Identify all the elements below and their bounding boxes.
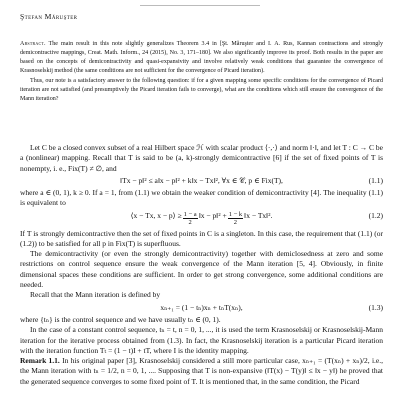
equation-1-2-number: (1.2) xyxy=(368,210,383,220)
remark-label: Remark 1.1. xyxy=(20,356,60,366)
paragraph-krasnoselskij: In the case of a constant control sequence, tₙ = t, n = 0, 1, ..., it is used the term Krasnoselskij or Krasnoselskij-Mann iteration for the iterative process obtained from (1.3). In fact, the Krasnoselskij iteration is a particular Picard iteration with the iteration function Tₜ = (1 − t)I + tT, where I is the identity mapping. xyxy=(20,325,383,355)
top-rule xyxy=(20,0,383,4)
equation-1-3-formula: xₙ₊₁ = (1 − tₙ)xₙ + tₙT(xₙ), xyxy=(160,302,243,312)
equation-1-2-right: ‖x − Tx‖². xyxy=(244,210,273,220)
abstract-paragraph-2: Thus, our note is a satisfactory answer to the following question: if for a given mapping some specific conditions for the convergence of Picard iteration are not satisfied (and presumptively the Picard iteration fails to converge), what are the conditions which still ensure the convergence of the Mann iteration? xyxy=(20,77,383,102)
paragraph-mann-intro: Recall that the Mann iteration is defined by xyxy=(30,290,161,300)
paragraph-demicontractivity: The demicontractivity (or even the strongly demicontractivity) together with demiclosedness at zero and some restrictions on control sequence ensure the weak convergence of the Mann iteration [5, 4]. Obviously, in finite dimensional spaces these conditions are sufficient. In order to get strong convergence, some additional conditions are needed. xyxy=(20,249,383,290)
equation-1-3-number: (1.3) xyxy=(368,302,383,312)
abstract xyxy=(20,40,383,104)
equation-1-2-fraction-2 xyxy=(228,211,243,227)
fraction-2-numerator: 1 − k xyxy=(228,210,243,218)
abstract-text-1: The main result in this note slightly generalizes Theorem 3.4 in [Şt. Măruşter and I. A. Rus, Kannan contractions and strongly demicontractive mappings, Creat. Math. Inform., 24 (2015), No. 3, 171–180]. We also significantly improve its proof. Both results in the paper are based on the concepts of demicontractivity and quasi-expansivity and involve relatively weak conditions that guarantee the convergence of Krasnoselskij method (the same conditions are not sufficient for the convergence of Picard iteration). xyxy=(20,41,383,75)
abstract-label: Abstract. xyxy=(20,41,46,47)
paper-page xyxy=(20,0,383,400)
paragraph-equivalent: where a ∈ (0, 1), k ≥ 0. If a = 1, from (1.1) we obtain the weaker condition of demicontractivity [4]. The inequality (1.1) is equivalent to xyxy=(20,188,383,208)
equation-1-1-formula: ‖Tx − p‖² ≤ a‖x − p‖² + k‖x − Tx‖², ∀x ∈ 𝒞, p ∈ Fix(T), xyxy=(120,175,283,185)
equation-1-1 xyxy=(20,176,383,186)
paragraph-singleton: If T is strongly demicontractive then the set of fixed points in C is a singleton. In this case, the requirement that (1.1) (or (1.2)) to be satisfied for all p in Fix(T) is superfluous. xyxy=(20,228,383,248)
author-name: Ştefan Măruşter xyxy=(20,12,78,21)
equation-1-2-left: ⟨x − Tx, x − p⟩ ≥ xyxy=(130,210,182,220)
paragraph-control-sequence: where {tₙ} is the control sequence and we have usually tₙ ∈ (0, 1). xyxy=(20,314,221,324)
equation-1-2 xyxy=(20,211,383,227)
paragraph-definition: Let C be a closed convex subset of a real Hilbert space ℋ with scalar product ⟨·,·⟩ and norm ‖·‖, and let T : C → C be a (nonlinear) mapping. Recall that T is said to be (a, k)-strongly demicontractive [6] if the set of fixed points of T is nonempty, i. e., Fix(T) ≠ ∅, and xyxy=(20,143,383,173)
equation-1-2-fraction-1 xyxy=(183,211,198,227)
abstract-paragraph-1 xyxy=(20,40,383,77)
main-text xyxy=(20,143,383,387)
fraction-2-denominator: 2 xyxy=(233,219,238,227)
equation-1-1-number: (1.1) xyxy=(368,175,383,185)
equation-1-3 xyxy=(20,303,383,313)
fraction-1-numerator: 1 − a xyxy=(183,210,197,218)
remark-text: In his original paper [3], Krasnoselskij considered a still more particular case, xₙ₊₁ = (T(xₙ) + xₙ)/2, i.e., the Mann iteration with tₙ = 1/2, n = 0, 1, .... Supposing that T is non-expansive (‖T(x) − T(y)‖ ≤ ‖x − y‖) he proved that the generated sequence converges to some fixed point of T. It is mentioned that, in the same condition, the Picard xyxy=(20,356,383,386)
remark-1-1 xyxy=(20,356,383,387)
equation-1-2-middle: ‖x − p‖² + xyxy=(198,210,227,220)
fraction-1-denominator: 2 xyxy=(188,219,192,227)
